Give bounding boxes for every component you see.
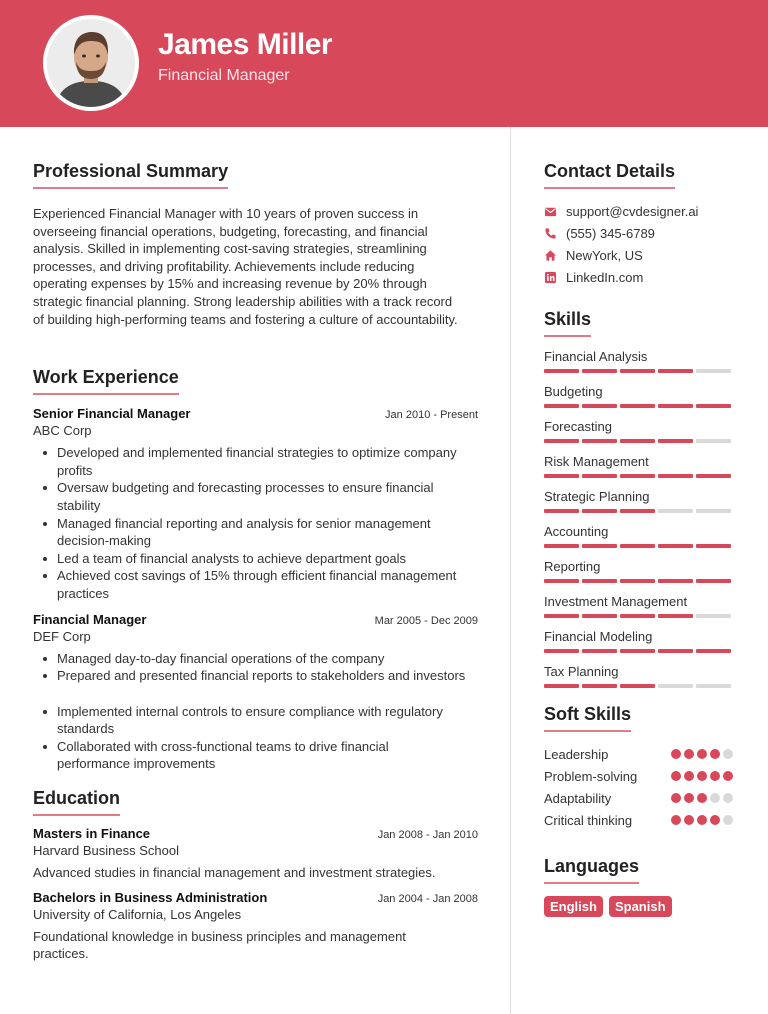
- education-desc: [33, 864, 478, 882]
- bullet-line: stability: [57, 497, 101, 513]
- summary-line: operating expenses by 15% and increasing revenue by 20% through: [33, 276, 427, 292]
- skill-level-segment: [582, 544, 617, 548]
- summary-line: strategic financial planning. Strong leadership abilities with a track record: [33, 293, 453, 309]
- skill-level-segment: [582, 684, 617, 688]
- skill-level-segment: [696, 614, 731, 618]
- contact-item: [544, 200, 736, 222]
- skill-level-segment: [544, 544, 579, 548]
- rating-dot: [710, 749, 720, 759]
- portrait-illustration: [47, 19, 135, 107]
- summary-line: of building high-performing teams and fostering a culture of accountability.: [33, 311, 458, 327]
- job-company: ABC Corp: [33, 423, 92, 439]
- job-header: [33, 406, 478, 421]
- education-date: Jan 2004 - Jan 2008: [377, 892, 478, 905]
- contact-item: [544, 222, 736, 244]
- language-list: [544, 896, 736, 917]
- skill-level-bar: [544, 474, 736, 478]
- soft-skills-section: [544, 704, 736, 831]
- skill-level-segment: [620, 684, 655, 688]
- rating-dot: [697, 815, 707, 825]
- rating-dot: [723, 771, 733, 781]
- bullet-line: Oversaw budgeting and forecasting processes to ensure financial: [57, 480, 434, 496]
- contact-text: NewYork, US: [566, 247, 643, 263]
- summary-text: [33, 205, 478, 328]
- skill-level-segment: [582, 439, 617, 443]
- skill-name: Risk Management: [544, 454, 649, 469]
- summary-section: [33, 161, 478, 328]
- language-badge: English: [544, 896, 603, 917]
- bullet-line: standards: [57, 721, 115, 737]
- skill-level-bar: [544, 614, 736, 618]
- skill-level-segment: [658, 579, 693, 583]
- skill-level-segment: [544, 404, 579, 408]
- bullet-line: decision-making: [57, 533, 151, 549]
- skill-level-segment: [620, 439, 655, 443]
- rating-dot: [671, 793, 681, 803]
- avatar: [43, 15, 139, 111]
- skill-level-segment: [620, 509, 655, 513]
- skill-level-segment: [658, 649, 693, 653]
- bullet-line: Developed and implemented financial strategies to optimize company: [57, 445, 457, 461]
- envelope-icon: [544, 205, 557, 218]
- section-title-summary: Professional Summary: [33, 161, 228, 189]
- skill-level-segment: [696, 474, 731, 478]
- skill-level-segment: [658, 439, 693, 443]
- soft-skill-name: Adaptability: [544, 790, 612, 806]
- job-bullets: [33, 444, 478, 602]
- rating-dot: [671, 771, 681, 781]
- job-role: Senior Financial Manager: [33, 406, 191, 422]
- skill-level-bar: [544, 579, 736, 583]
- skill-level-segment: [696, 544, 731, 548]
- soft-skill-item: [544, 809, 736, 831]
- skill-level-segment: [582, 649, 617, 653]
- job-role: Financial Manager: [33, 611, 147, 627]
- education-desc: [33, 928, 478, 963]
- rating-dot: [684, 793, 694, 803]
- skill-level-segment: [582, 369, 617, 373]
- education-entry: [33, 890, 478, 963]
- rating-dot: [710, 771, 720, 781]
- skill-level-segment: [658, 614, 693, 618]
- skill-level-bar: [544, 544, 736, 548]
- school-name: University of California, Los Angeles: [33, 906, 242, 922]
- bullet-line: Achieved cost savings of 15% through efficient financial management: [57, 568, 457, 584]
- job-bullet: [33, 479, 478, 514]
- rating-dot: [710, 815, 720, 825]
- skill-level-bar: [544, 649, 736, 653]
- linkedin-icon: [544, 271, 557, 284]
- education-list: [33, 826, 478, 963]
- education-desc-line: practices.: [33, 946, 89, 962]
- rating-dot: [684, 749, 694, 759]
- section-title-skills: Skills: [544, 309, 591, 337]
- skill-level-segment: [696, 369, 731, 373]
- soft-skill-name: Leadership: [544, 746, 609, 762]
- skills-list: [544, 349, 736, 688]
- skill-level-segment: [696, 509, 731, 513]
- soft-skill-rating: [671, 815, 736, 825]
- skill-level-segment: [582, 509, 617, 513]
- skill-level-segment: [620, 474, 655, 478]
- rating-dot: [671, 749, 681, 759]
- skill-level-segment: [544, 579, 579, 583]
- skill-name: Tax Planning: [544, 664, 619, 679]
- bullet-line: Managed financial reporting and analysis for senior management: [57, 515, 431, 531]
- skill-level-segment: [696, 439, 731, 443]
- summary-line: Experienced Financial Manager with 10 years of proven success in: [33, 206, 419, 221]
- skill-level-segment: [544, 474, 579, 478]
- skill-level-segment: [658, 509, 693, 513]
- candidate-title: Financial Manager: [158, 67, 290, 84]
- skill-level-segment: [696, 649, 731, 653]
- side-column: [544, 127, 736, 917]
- contact-text: LinkedIn.com: [566, 269, 644, 285]
- skills-section: [544, 309, 736, 688]
- soft-skills-list: [544, 743, 736, 831]
- skill-level-segment: [658, 684, 693, 688]
- rating-dot: [697, 771, 707, 781]
- main-column: [33, 127, 478, 963]
- job-company: DEF Corp: [33, 628, 91, 644]
- skill-level-bar: [544, 684, 736, 688]
- skill-name: Financial Modeling: [544, 629, 653, 644]
- soft-skill-item: [544, 765, 736, 787]
- skill-level-segment: [582, 474, 617, 478]
- skill-name: Accounting: [544, 524, 609, 539]
- soft-skill-rating: [671, 771, 736, 781]
- skill-level-segment: [582, 404, 617, 408]
- job-bullet: [33, 650, 478, 668]
- education-section: [33, 788, 478, 963]
- resume-header: [0, 0, 768, 127]
- job-entry: [33, 612, 478, 774]
- skill-name: Reporting: [544, 559, 601, 574]
- education-date: Jan 2008 - Jan 2010: [377, 829, 478, 842]
- section-title-soft-skills: Soft Skills: [544, 704, 631, 732]
- bullet-line: profits: [57, 462, 93, 478]
- school-name: Harvard Business School: [33, 843, 179, 859]
- rating-dot: [710, 793, 720, 803]
- skill-level-segment: [620, 614, 655, 618]
- contact-text: support@cvdesigner.ai: [566, 203, 699, 219]
- soft-skill-name: Critical thinking: [544, 812, 633, 828]
- job-bullet: [33, 444, 478, 479]
- skill-name: Strategic Planning: [544, 489, 650, 504]
- education-desc-line: Advanced studies in financial management and investment strategies.: [33, 865, 436, 881]
- skill-level-segment: [696, 684, 731, 688]
- rating-dot: [697, 793, 707, 803]
- skill-level-segment: [658, 404, 693, 408]
- skill-name: Budgeting: [544, 384, 603, 399]
- soft-skill-rating: [671, 793, 736, 803]
- skill-level-segment: [620, 579, 655, 583]
- degree-name: Masters in Finance: [33, 826, 151, 842]
- education-header: [33, 826, 478, 841]
- education-entry: [33, 826, 478, 882]
- job-entry: [33, 406, 478, 602]
- skill-level-segment: [620, 544, 655, 548]
- candidate-name: James Miller: [158, 28, 333, 61]
- skill-level-segment: [544, 614, 579, 618]
- summary-line: processes, and driving profitability. Achievements include reducing: [33, 258, 415, 274]
- skill-level-segment: [658, 474, 693, 478]
- bullet-line: Collaborated with cross-functional teams to drive financial: [57, 738, 389, 754]
- soft-skill-item: [544, 743, 736, 765]
- skill-level-segment: [658, 369, 693, 373]
- contact-item: [544, 244, 736, 266]
- education-header: [33, 890, 478, 905]
- contact-text: (555) 345-6789: [566, 225, 655, 241]
- skill-level-bar: [544, 369, 736, 373]
- contact-item: [544, 266, 736, 288]
- rating-dot: [684, 815, 694, 825]
- skill-name: Financial Analysis: [544, 349, 648, 364]
- soft-skill-name: Problem-solving: [544, 768, 638, 784]
- experience-section: [33, 367, 478, 773]
- job-date: Mar 2005 - Dec 2009: [374, 614, 478, 627]
- skill-level-segment: [620, 649, 655, 653]
- skill-level-bar: [544, 509, 736, 513]
- home-icon: [544, 249, 557, 262]
- profile-photo: [47, 19, 135, 107]
- skill-level-segment: [544, 439, 579, 443]
- job-bullets: [33, 650, 478, 774]
- section-title-experience: Work Experience: [33, 367, 179, 395]
- language-badge: Spanish: [609, 896, 672, 917]
- bullet-line: Prepared and presented financial reports to stakeholders and investors: [57, 668, 466, 684]
- job-bullet: [33, 567, 478, 602]
- bullet-line: Implemented internal controls to ensure compliance with regulatory: [57, 703, 443, 719]
- skill-level-segment: [582, 614, 617, 618]
- skill-level-segment: [696, 579, 731, 583]
- phone-icon: [544, 227, 557, 240]
- job-list: [33, 406, 478, 773]
- rating-dot: [671, 815, 681, 825]
- summary-line: overseeing financial operations, budgeting, forecasting, and financial: [33, 223, 428, 239]
- soft-skill-rating: [671, 749, 736, 759]
- skill-level-segment: [544, 684, 579, 688]
- skill-level-segment: [544, 649, 579, 653]
- bullet-line: performance improvements: [57, 756, 216, 772]
- job-bullet: [33, 703, 478, 738]
- section-title-education: Education: [33, 788, 120, 816]
- contact-list: [544, 200, 736, 288]
- skill-name: Forecasting: [544, 419, 612, 434]
- summary-line: analysis. Skilled in implementing cost-saving strategies, streamlining: [33, 241, 427, 257]
- degree-name: Bachelors in Business Administration: [33, 889, 268, 905]
- job-bullet: [33, 515, 478, 550]
- column-divider: [510, 127, 511, 1014]
- job-date: Jan 2010 - Present: [385, 409, 478, 422]
- skill-level-segment: [582, 579, 617, 583]
- rating-dot: [723, 815, 733, 825]
- job-bullet: [33, 738, 478, 773]
- job-header: [33, 612, 478, 627]
- rating-dot: [723, 749, 733, 759]
- rating-dot: [697, 749, 707, 759]
- skill-level-segment: [544, 509, 579, 513]
- skill-level-segment: [620, 404, 655, 408]
- skill-level-segment: [696, 404, 731, 408]
- soft-skill-item: [544, 787, 736, 809]
- rating-dot: [723, 793, 733, 803]
- bullet-line: practices: [57, 585, 110, 601]
- section-title-contact: Contact Details: [544, 161, 675, 189]
- rating-dot: [684, 771, 694, 781]
- skill-level-segment: [620, 369, 655, 373]
- languages-section: [544, 856, 736, 917]
- job-bullet: [33, 667, 478, 685]
- skill-level-bar: [544, 404, 736, 408]
- bullet-line: Managed day-to-day financial operations of the company: [57, 650, 385, 666]
- section-title-languages: Languages: [544, 856, 639, 884]
- skill-name: Investment Management: [544, 594, 688, 609]
- education-desc-line: Foundational knowledge in business principles and management: [33, 928, 406, 944]
- contact-section: [544, 161, 736, 288]
- skill-level-bar: [544, 439, 736, 443]
- skill-level-segment: [544, 369, 579, 373]
- skill-level-segment: [658, 544, 693, 548]
- job-bullet: [33, 550, 478, 568]
- bullet-line: Led a team of financial analysts to achieve department goals: [57, 550, 407, 566]
